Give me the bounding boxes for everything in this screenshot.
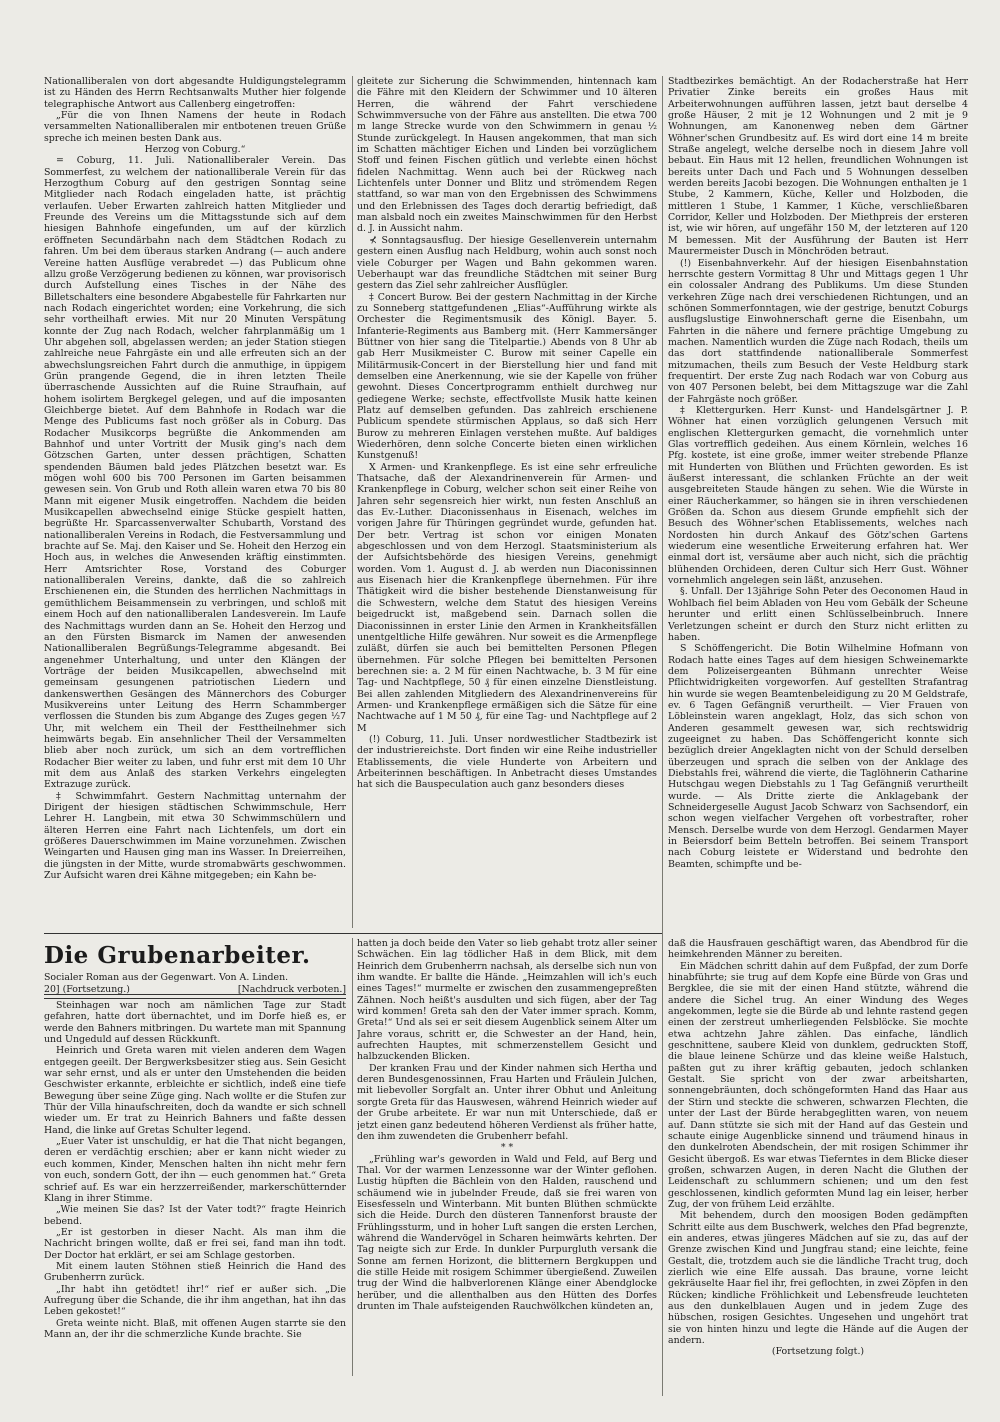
paragraph: „Frühling war's geworden in Wald und Feld, auf Berg und Thal. Vor der warmen Lenzessonne war der Winter geflohen. Lustig hüpften die Bächlein von den Halden, rauschend und schäumend wie in jubelnder Freude, daß sie frei waren von Eisesfesseln und Winterbann. Mit bunten Blüthen schmückte sich die Heide. Durch den düsteren Tannenforst brauste der Frühlingssturm, und in hoher Luft sangen die ersten Lerchen, während die Wandervögel in Scharen heimwärts kehrten. Der Tag neigte sich zur Erde. In dunkler Purpurgluth versank die Sonne am fernen Horizont, die blitternern Bergkuppen und die stille Heide mit rosigem Schimmer übergießend. Zuweilen trug der Wind die halbverlorenen Klänge einer Abendglocke herüber, und die allenthalben aus den Hütten des Dorfes drunten im Thale aufsteigenden Rauchwölkchen kündeten an, bbox=[357, 1153, 657, 1312]
paragraph: „Euer Vater ist unschuldig, er hat die That nicht begangen, deren er verdächtig erschien; aber er kann nicht wieder zu euch kommen, Kinder, Menschen halten ihn nicht mehr fern von euch, sondern Gott, der ihn — euch genommen hat.“ Greta schrief auf. Es war ein herzzerreißender, markerschütternder Klang in ihrer Stimme. bbox=[44, 1136, 346, 1204]
paragraph: X Armen- und Krankenpflege. Es ist eine sehr erfreuliche Thatsache, daß der Alexandrinenverein für Armen- und Krankenpflege in Coburg, welcher schon seit einer Reihe von Jahren sehr segensreich hier wirkt, nun festen Anschluß an das Ev.-Luther. Diaconissenhaus in Eisenach, welches im vorigen Jahre für Thüringen gegründet wurde, gefunden hat. Der betr. Vertrag ist schon vor einigen Monaten abgeschlossen und von dem Herzogl. Staatsministerium als der Aufsichtsbehörde des hiesigen Vereins, genehmigt worden. Vom 1. August d. J. ab werden nun Diaconissinnen aus Eisenach hier die Krankenpflege übernehmen. Für ihre Thätigkeit wird die bisher bestehende Dienstanweisung für die Schwestern, welche dem Statut des hiesigen Vereins beigedruckt ist, maßgebend sein. Darnach sollen die Diaconissinnen in erster Linie den Armen in Krankheitsfällen unentgeltliche Hilfe gewähren. Nur soweit es die Armenpflege zuläßt, dürfen sie auch bei bemittelten Personen Pflegen übernehmen. Für solche Pflegen bei bemittelten Personen berechnen sie: a. 2 M für einen Nachtwache, b. 3 M für eine Tag- und Nachtpflege, 50 ₰ für einen einzelne Dienstleistung. Bei allen zahlenden Mitgliedern des Alexandrinenvereins für Armen- und Krankenpflege ermäßigen sich die Sätze für eine Nachtwache auf 1 M 50 ₰, für eine Tag- und Nachtpflege auf 2 M bbox=[357, 461, 657, 734]
paragraph: Ein Mädchen schritt dahin auf dem Fußpfad, der zum Dorfe hinabführte; sie trug auf dem Kopfe eine Bürde von Gras und Bergklee, die sie mit der einen Hand stützte, während die andere die Sichel trug. An einer Windung des Weges angekommen, legte sie die Bürde ab und lehnte rastend gegen einen der zerstreut umherliegenden Felsblöcke. Sie mochte etwa achtzehn Jahre zählen. Das einfache, ländlich geschnittene, saubere Kleid von dunklem, gedruckten Stoff, die blaue leinene Schürze und das kleine weiße Halstuch, paßten gut zu ihrer kräftig gebauten, jedoch schlanken Gestalt. Sie spricht von der zwar arbeitsharten, sonnengebräunten, doch schöngeformten Hand das Haar aus der Stirn und steckte die schweren, schwarzen Flechten, die unter der Last der Bürde herabgeglitten waren, von neuem auf. Dann stützte sie sich mit der Hand auf das Gestein und schaute einige Augenblicke sinnend und träumend hinaus in den dunkelroten Abendschein, der mit rosigen Schimmer ihr Gesicht übergoß. Es war etwas Tieferntes in dem Blicke dieser großen, schwarzen Augen, in deren Nacht die Gluthen der Leidenschaft zu schlummern schienen; und um den fest geschlossenen, kindlich geformten Mund lag ein leiser, herber Zug, der von frühem Leid erzählte. bbox=[668, 960, 968, 1210]
paragraph: „Ihr habt ihn getödtet! ihr!“ rief er außer sich. „Die Aufregung über die Schande, die ihr ihm angethan, hat ihn das Leben gekostet!“ bbox=[44, 1283, 346, 1318]
column-rule-1 bbox=[352, 76, 353, 928]
paragraph: ⊀ Sonntagsausflug. Der hiesige Gesellenverein unternahm gestern einen Ausflug nach Heldburg, wohin auch sonst noch viele Coburger per Wagen und Bahn gekommen waren. Ueberhaupt war das freundliche Städtchen mit seiner Burg gestern das Ziel sehr zahlreicher Ausflügler. bbox=[357, 234, 657, 292]
paragraph: ‡ Klettergurken. Herr Kunst- und Handelsgärtner J. P. Wöhner hat einen vorzüglich gelungenen Versuch mit englischen Klettergurken gemacht, die vornehmlich unter Glas vortrefflich gedeihen. Aus einem Körnlein, welches 16 Pfg. kostete, ist eine große, immer weiter strebende Pflanze mit Hunderten von Blüthen und Früchten geworden. Es ist äußerst interessant, die schlanken Früchte an der weit ausgebreiteten Staude hängen zu sehen. Wie die Würste in einer Räucherkammer, so hängen sie in ihren verschiedenen Größen da. Schon aus diesem Grunde empfiehlt sich der Besuch des Wöhner'schen Etablissements, welches nach Nordosten hin durch Ankauf des Götz'schen Gartens wiederum eine wesentliche Erweiterung erfahren hat. Wer einmal dort ist, versäume aber auch nicht, sich die prächtig blühenden Orchideen, deren Cultur sich Herr Gust. Wöhner vornehmlich angelegen sein läßt, anzusehen. bbox=[668, 404, 968, 587]
paragraph: = Coburg, 11. Juli. Nationalliberaler Verein. Das Sommerfest, zu welchem der nationalliberale Verein für das Herzogthum Coburg auf den gestrigen Sonntag seine Mitglieder nach Rodach eingeladen hatte, ist prächtig verlaufen. Ueber Erwarten zahlreich hatten Mitglieder und Freunde des Vereins um die Mittagsstunde sich auf dem hiesigen Bahnhofe eingefunden, um auf der kürzlich eröffneten Secundärbahn nach dem Städtchen Rodach zu fahren. Um bei dem überaus starken Andrang (— auch andere Vereine hatten Ausflüge verabredet —) das Publicum ohne allzu große Verzögerung bedienen zu können, war provisorisch durch Aufstellung eines Tisches in der Nähe des Billetschalters eine besondere Abgabestelle für Fahrkarten nur nach Rodach eingerichtet worden; eine Vorkehrung, die sich sehr vortheilhaft erwies. Mit nur 20 Minuten Verspätung konnte der Zug nach Rodach, welcher fahrplanmäßig um 1 Uhr abgehen soll, abgelassen werden; an jeder Station stiegen zahlreiche neue Fahrgäste ein und alle erfreuten sich an der abwechslungsreichen Fahrt durch die anmuthige, in üppigem Grün prangende Gegend, die in ihren letzten Theile überraschende Aussichten auf die Ruine Straufhain, auf hohem isolirtem Bergkegel gelegen, und auf die imposanten Gleichberge bietet. Auf dem Bahnhofe in Rodach war die Menge des Publicums fast noch größer als in Coburg. Das Rodacher Musikcorps begrüßte die Ankommenden am Bahnhof und unter Vortritt der Musik ging's nach dem Götzschen Garten, unter dessen prächtigen, Schatten spendenden Bäumen bald jedes Plätzchen besetzt war. Es mögen wohl 600 bis 700 Personen im Garten beisammen gewesen sein. Von Grub und Roth allein waren etwa 70 bis 80 Mann mit eigener Musik eingetroffen. Nachdem die beiden Musikcapellen abwechselnd einige Stücke gespielt hatten, begrüßte Hr. Sparcassenverwalter Schubarth, Vorstand des nationalliberalen Vereins in Rodach, die Festversammlung und brachte auf Se. Maj. den Kaiser und Se. Hoheit den Herzog ein Hoch aus, in welches die Anwesenden kräftig einstimmten. Herr Amtsrichter Rose, Vorstand des Coburger nationalliberalen Vereins, dankte, daß die so zahlreich Erschienenen ein, die Stunden des herrlichen Nachmittags in gemüthlichem Beisammensein zu verbringen, und schloß mit einem Hoch auf den nationalliberalen Landesverein. Im Laufe des Nachmittags wurden dann an Se. Hoheit den Herzog und an den Fürsten Bismarck im Namen der anwesenden Nationalliberalen Begrüßungs-Telegramme abgesandt. Bei angenehmer Unterhaltung, und unter den Klängen der Vorträge der beiden Musikcapellen, abwechselnd mit gemeinsam gesungenen patriotischen Liedern und dankenswerthen Gesängen des Männerchors des Coburger Musikvereins unter Leitung des Herrn Schammberger verflossen die Stunden bis zum Abgange des Zuges gegen ½7 Uhr, mit welchem ein Theil der Festtheilnehmer sich heimwärts begab. Ein ansehnlicher Theil der Versammelten blieb aber noch zurück, um sich an dem vortrefflichen Rodacher Bier weiter zu laben, und fuhr erst mit dem 10 Uhr mit dem aus Anlaß des starken Verkehrs eingelegten Extrazuge zurück. bbox=[44, 155, 346, 791]
paragraph: Herzog von Coburg.“ bbox=[144, 144, 246, 156]
paragraph: „Für die von Ihnen Namens der heute in Rodach versammelten Nationalliberalen mir entbotenen treuen Grüße spreche ich meinen besten Dank aus. bbox=[44, 110, 346, 144]
serial-column-2 bbox=[357, 938, 657, 1372]
paragraph: (!) Coburg, 11. Juli. Unser nordwestlicher Stadtbezirk ist der industriereichste. Dort finden wir eine Reihe industrieller Etablissements, die viele Hunderte von Arbeitern und Arbeiterinnen beschäftigen. In Anbetracht dieses Umstandes hat sich die Bauspeculation auch ganz besonders dieses bbox=[357, 733, 657, 791]
paragraph: (!) Eisenbahnverkehr. Auf der hiesigen Eisenbahnstation herrschte gestern Vormittag 8 Uhr und Mittags gegen 1 Uhr ein colossaler Andrang des Publikums. Um diese Stunden verkehren Züge nach drei verschiedenen Richtungen, und an schönen Sommerfonntagen, wie der gestrige, benutzt Coburgs ausflugslustige Einwohnerschaft gerne die Eisenbahn, um Fahrten in die nähere und fernere prächtige Umgebung zu machen. Namentlich wurden die Züge nach Rodach, theils um das dort stattfindende nationalliberale Sommerfest mitzumachen, theils zum Besuch der Veste Heldburg stark frequentirt. Der erste Zug nach Rodach war von Coburg aus von 407 Personen belebt, bei dem Mittagszuge war die Zahl der Fahrgäste noch größer. bbox=[668, 257, 968, 405]
paragraph: ‡ Concert Burow. Bei der gestern Nachmittag in der Kirche zu Sonneberg stattgefundenen „Elias“-Aufführung wirkte als Orchester die Regimentsmusik des Königl. Bayer. 5. Infanterie-Regiments aus Bamberg mit. (Herr Kammersänger Büttner von hier sang die Titelpartie.) Abends von 8 Uhr ab gab Herr Musikmeister C. Burow mit seiner Capelle ein Militärmusik-Concert in der Bierstellung hier und fand mit demselben eine Anerkennung, wie sie der Kapelle von früher gewohnt. Dieses Concertprogramm enthielt durchweg nur gediegene Werke; sechste, effectfvollste Musik hatte keinen Platz auf demselben gefunden. Das zahlreich erschienene Publicum spendete stürmischen Applaus, so daß sich Herr Burow zu mehreren Einlagen verstehen mußte. Auf baldiges Wiederhören, denn solche Concerte bieten einen wirklichen Kunstgenuß! bbox=[357, 291, 657, 462]
paragraph: Stadtbezirkes bemächtigt. An der Rodacherstraße hat Herr Privatier Zinke bereits ein großes Haus mit Arbeiterwohnungen aufführen lassen, jetzt baut derselbe 4 große Häuser, 2 mit je 12 Wohnungen und 2 mit je 9 Wohnungen, am Kanonenweg neben dem Gärtner Wöhner'schen Grundbesitz auf. Es wird dort eine 14 m breite Straße angelegt, welche derselbe noch in diesem Jahre voll bebaut. Ein Haus mit 12 hellen, freundlichen Wohnungen ist bereits unter Dach und Fach und 5 Wohnungen desselben werden bereits Jacobi bezogen. Die Wohnungen enthalten je 1 Stube, 2 Kammern, Küche, Keller und Holzboden, die mittleren 1 Stube, 1 Kammer, 1 Küche, verschließbaren Corridor, Keller und Holzboden. Der Miethpreis der ersteren ist, wie wir hören, auf ungefähr 150 M, der letzteren auf 120 M bemessen. Mit der Ausführung der Bauten ist Herr Maurermeister Dusch in Mönchröden betraut. bbox=[668, 76, 968, 258]
section-divider bbox=[44, 933, 662, 934]
paragraph: hatten ja doch beide den Vater so lieb gehabt trotz aller seiner Schwächen. Ein lag tödlicher Haß in dem Blick, mit dem Heinrich dem Grubenherrn nachsah, als derselbe sich nun von ihm wandte. Er ballte die Hände. „Heimzahlen will ich's euch eines Tages!“ murmelte er zwischen den zusammengepreßten Zähnen. Noch heißt's ausdulten und sich fügen, aber der Tag wird kommen! Greta sah den der Vater immer sprach. Komm, Greta!“ Und als sei er seit diesem Augenblick seinem Alter um Jahre voraus, schritt er, die Schwester an der Hand, hein, aufrechten Hauptes, mit schmerzenstellem Gesicht und halbzuckenden Blicken. bbox=[357, 938, 657, 1063]
serial-subtitle: Socialer Roman aus der Gegenwart. Von A. Linden. bbox=[44, 972, 289, 983]
paragraph: Heinrich und Greta waren mit vielen anderen dem Wagen entgegen geeilt. Der Bergwerksbesitzer stieg aus. Sein Gesicht war sehr ernst, und als er unter den Umstehenden die beiden Geschwister erkannte, erbleichte er sichtlich, indeß eine tiefe Bewegung über seine Züge ging. Nach wollte er die Stufen zur Thür der Villa hinaufschreiten, doch da wandte er sich schnell wieder um. Er trat zu Heinrich Bahners und faßte dessen Hand, die linke auf Gretas Schulter legend. bbox=[44, 1045, 346, 1136]
paragraph: Der kranken Frau und der Kinder nahmen sich Hertha und deren Bundesgenossinnen, Frau Harten und Fräulein Julchen, mit liebevoller Sorgfalt an. Unter ihrer Obhut und Anleitung sorgte Greta für das Hauswesen, während Heinrich wieder auf der Grube arbeitete. Er war nun mit Unterschiede, daß er jetzt einen ganz bedeutend höheren Verdienst als früher hatte, den ihm zuwendeten die Grubenherr befahl. bbox=[357, 1062, 657, 1142]
paragraph: §. Unfall. Der 13jährige Sohn Peter des Oeconomen Haud in Wohlbach fiel beim Abladen von Heu vom Gebälk der Scheune herunter und erlitt einen Schlüsselbeinbruch. Innere Verletzungen scheint er durch den Sturz nicht erlitten zu haben. bbox=[668, 586, 968, 643]
paragraph: S Schöffengericht. Die Botin Wilhelmine Hofmann von Rodach hatte eines Tages auf dem hiesigen Schweinemarkte dem Polizeisergeanten Bühmann unrechter Weise Pflichtwidrigkeiten vorgeworfen. Auf gestellten Strafantrag hin wurde sie wegen Beamtenbeleidigung zu 20 M Geldstrafe, ev. 6 Tagen Gefängniß verurtheilt. — Vier Frauen von Löbleinstein waren angeklagt, Holz, das sich schon von Anderen gesammelt gewesen war, sich rechtswidrig zugeeignet zu haben. Das Schöffengericht konnte sich bezüglich dreier Angeklagten nicht von der Schuld derselben überzeugen und sprach die selben von der Anklage des Diebstahls frei, während die vierte, die Taglöhnerin Catharine Hutschgau wegen Diebstahls zu 1 Tag Gefängniß verurtheilt wurde. — Als Dritte zierte die Anklagebank der Schneidergeselle August Jacob Schwarz von Sachsendorf, ein schon wegen vielfacher Vergehen oft vorbestrafter, roher Mensch. Derselbe wurde von dem Herzogl. Gendarmen Mayer in Beiersdorf beim Betteln betroffen. Bei seinem Transport nach Coburg leistete er Widerstand und bedrohte den Beamten, schimpfte und be- bbox=[668, 643, 968, 870]
paragraph: Steinhagen war noch am nämlichen Tage zur Stadt gefahren, hatte dort übernachtet, und im Dorfe hieß es, er werde den Bahners mitbringen. Du wartete man mit Spannung und Ungeduld auf dessen Rückkunft. bbox=[44, 1000, 346, 1046]
paragraph: Nationalliberalen von dort abgesandte Huldigungstelegramm ist zu Händen des Herrn Rechtsanwalts Muther hier folgende telegraphische Antwort aus Callenberg eingetroffen: bbox=[44, 76, 346, 110]
serial-column-3 bbox=[668, 938, 968, 1372]
paragraph: gleitete zur Sicherung die Schwimmenden, hintennach kam die Fähre mit den Kleidern der Schwimmer und 10 älteren Herren, die während der Fahrt verschiedene Schwimmversuche von der Fähre aus anstellten. Die etwa 700 m lange Strecke wurde von den Schwimmern in genau ½ Stunde zurückgelegt. In Hausen angekommen, that man sich im Schatten mächtiger Eichen und Linden bei vorzüglichem Stoff und feinen Fischen gütlich und verlebte einen höchst fidelen Nachmittag. Wenn auch bei der Rückweg nach Lichtenfels unter Donner und Blitz und strömendem Regen stattfand, so war man von den Ergebnissen des Schwimmens und den Erlebnissen des Tages doch derartig befriedigt, daß man alsbald noch ein zweites Mainschwimmen für den Herbst d. J. in Aussicht nahm. bbox=[357, 76, 657, 235]
serial-column-1 bbox=[44, 1000, 346, 1372]
column-rule-2 bbox=[662, 76, 663, 1396]
paragraph: Greta weinte nicht. Blaß, mit offenen Augen starrte sie den Mann an, der ihr die schmerzliche Kunde brachte. Sie bbox=[44, 1317, 346, 1340]
serial-header bbox=[44, 942, 346, 996]
installment-label: 20] (Fortsetzung.) bbox=[44, 984, 130, 995]
paragraph: * * bbox=[500, 1142, 514, 1154]
paragraph: „Wie meinen Sie das? Ist der Vater todt?“ fragte Heinrich bebend. bbox=[44, 1204, 346, 1227]
paragraph: daß die Hausfrauen geschäftigt waren, das Abendbrod für die heimkehrenden Männer zu bereiten. bbox=[668, 938, 968, 961]
column-rule-3 bbox=[352, 938, 353, 1376]
upper-column-3 bbox=[668, 76, 968, 928]
paragraph: (Fortsetzung folgt.) bbox=[771, 1346, 865, 1358]
paragraph: ‡ Schwimmfahrt. Gestern Nachmittag unternahm der Dirigent der hiesigen städtischen Schwimmschule, Herr Lehrer H. Langbein, mit etwa 30 Schwimmschülern und älteren Herren eine Fahrt nach Lichtenfels, um dort ein größeres Dauerschwimmen im Maine vorzunehmen. Zwischen Weingarten und Hausen ging man ins Wasser. In Dreierreihen, die jüngsten in der Mitte, wurde stromabwärts geschwommen. Zur Aufsicht waren drei Kähne mitgegeben; ein Kahn be- bbox=[44, 790, 346, 882]
upper-column-1 bbox=[44, 76, 346, 928]
serial-header-rule bbox=[44, 994, 346, 999]
reprint-notice: [Nachdruck verboten.] bbox=[237, 984, 346, 995]
upper-column-2 bbox=[357, 76, 657, 928]
paragraph: Mit einem lauten Stöhnen stieß Heinrich die Hand des Grubenherrn zurück. bbox=[44, 1260, 346, 1284]
paragraph: „Er ist gestorben in dieser Nacht. Als man ihm die Nachricht bringen wollte, daß er frei sei, fand man ihn todt. Der Doctor hat erklärt, er sei am Schlage gestorben. bbox=[44, 1226, 346, 1261]
serial-title: Die Grubenarbeiter. bbox=[44, 942, 311, 969]
paragraph: Mit behendem, durch den moosigen Boden gedämpften Schritt eilte aus dem Buschwerk, welches den Pfad begrenzte, ein anderes, etwas jüngeres Mädchen auf sie zu, das auf der Grenze zwischen Kind und Jungfrau stand; eine leichte, feine Gestalt, die, trotzdem auch sie die ländliche Tracht trug, doch zierlich wie eine Elfe aussah. Das braune, vorne leicht gekräuselte Haar fiel ihr, frei geflochten, in zwei Zöpfen in den Rücken; kindliche Fröhlichkeit und Lebensfreude leuchteten aus den dunkelblauen Augen und in jedem Zuge des hübschen, rosigen Gesichtes. Ungesehen und ungehört trat sie von hinten hinzu und legte die Hände auf die Augen der andern. bbox=[668, 1210, 968, 1347]
